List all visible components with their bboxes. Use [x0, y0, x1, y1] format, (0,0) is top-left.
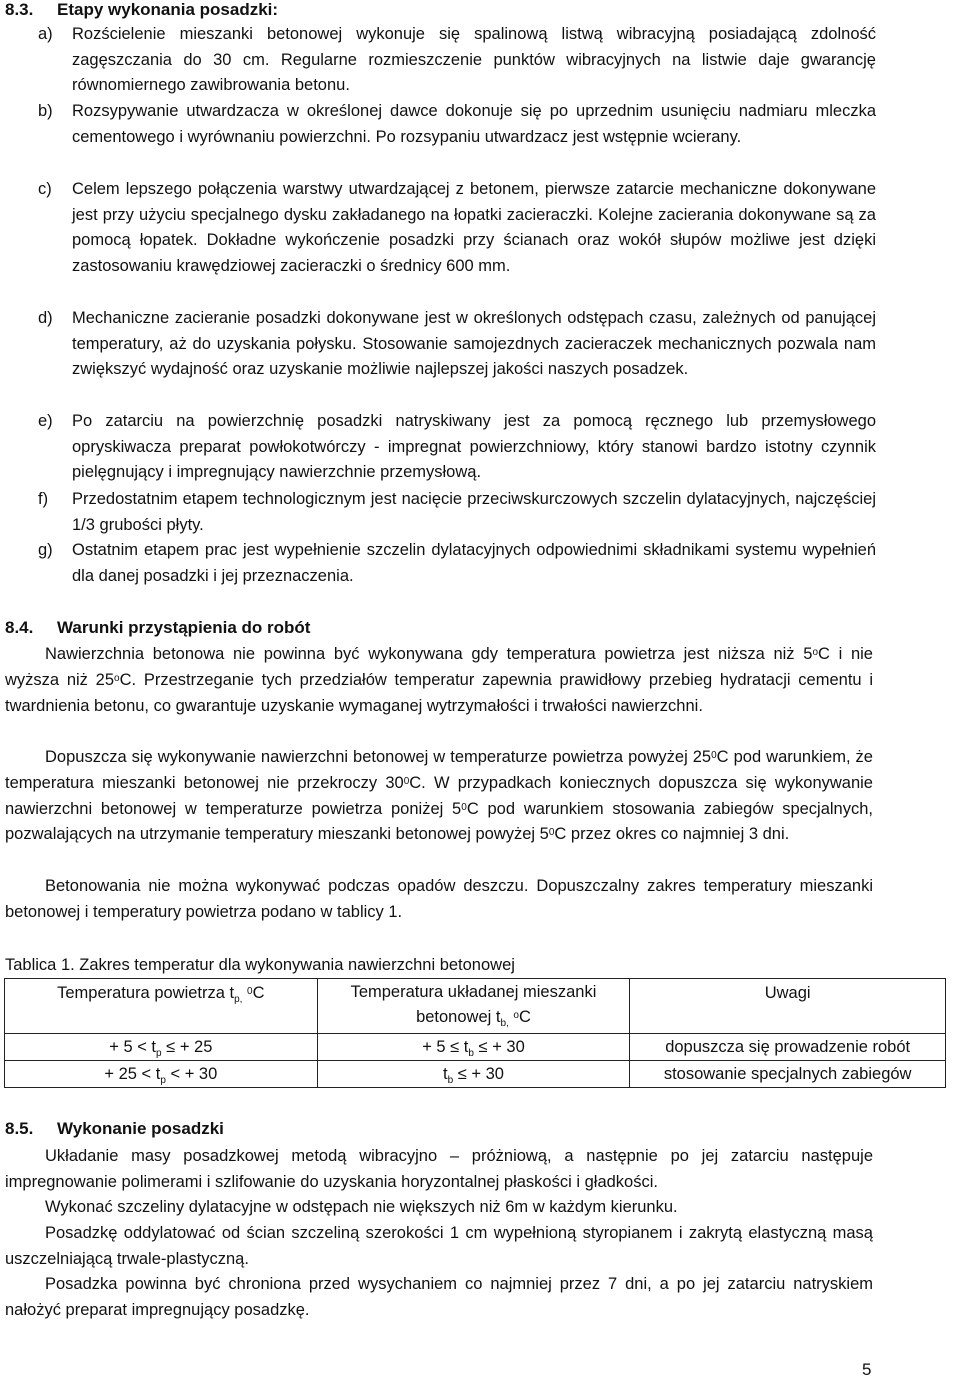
section-heading-8-5 — [5, 1119, 224, 1139]
degree-sup: 0 — [711, 750, 717, 761]
paragraph: Wykonać szczeliny dylatacyjne w odstępach nie większych niż 6m w każdym kierunku. — [45, 1198, 678, 1216]
text-run: C i nie wyższa niż 25 — [5, 645, 873, 689]
list-item-text: Przedostatnim etapem technologicznym jest nacięcie przeciwskurczowych szczelin dylatacyjnych, najczęściej 1/3 grubości płyty. — [72, 490, 876, 534]
paragraph: Posadzkę oddylatować od ścian szczeliną szerokości 1 cm wypełnioną styropianem i zakrytą elastyczną masą uszczelniającą trwale-plastyczną. — [5, 1224, 873, 1268]
list-item-text: Celem lepszego połączenia warstwy utwardzającej z betonem, pierwsze zatarcie mechaniczne dokonywane jest przy użyciu specjalnego dysku zakładanego na łopatki zacieraczki. Kolejne zacierania dokonywane są za pomocą łopatek. Dokładne wykończenie posadzki przy ścianach oraz wokół słupów możliwe jest dzięki zastosowaniu krawędziowej zacieraczki o średnicy 600 mm. — [72, 180, 876, 276]
text-run: ≤ + 30 — [453, 1064, 504, 1083]
paragraph: Posadzka powinna być chroniona przed wysychaniem co najmniej przez 7 dni, a po jej zatarciu natryskiem nałożyć preparat impregnujący posadzkę. — [5, 1275, 873, 1319]
text-run: C — [518, 1008, 531, 1026]
header-cell-air-temperature — [5, 979, 318, 1034]
text-run: + 25 < t — [104, 1064, 161, 1083]
header-cell-mix-temperature — [317, 979, 630, 1034]
table-cell: stosowanie specjalnych zabiegów — [630, 1061, 946, 1088]
degree-sup: 0 — [403, 775, 410, 787]
list-item-label: g) — [38, 541, 53, 559]
list-item-label: c) — [38, 180, 52, 198]
list-item-text: Rozścielenie mieszanki betonowej wykonuje się spalinową listwą wibracyjną posiadającą zdolność zagęszczania do 30 cm. Regularne rozmieszczenie punktów wibracyjnych na listwie daje gwarancję równomiernego zawibrowania betonu. — [72, 25, 876, 95]
table-cell — [317, 1061, 630, 1088]
paragraph — [5, 745, 873, 848]
list-item-text: Ostatnim etapem prac jest wypełnienie szczelin dylatacyjnych odpowiednimi składnikami systemu wypełnień dla danej posadzki i jej przeznaczenia. — [72, 541, 876, 585]
subscript: b — [447, 1074, 454, 1086]
degree-sup: 0 — [247, 986, 253, 997]
text-run: C pod warunkiem stosowania zabiegów specjalnych, pozwalających na utrzymanie temperatury mieszanki betonowej powyżej 5 — [5, 799, 873, 844]
text-run: C przez okres co najmniej 3 dni. — [554, 825, 790, 844]
subscript: b — [468, 1047, 474, 1059]
degree-sup: 0 — [548, 827, 555, 839]
list-item-text: Mechaniczne zacieranie posadzki dokonywane jest w określonych odstępach czasu, zależnych od panującej temperatury, aż do uzyskania połysku. Stosowanie samojezdnych zacieraczek mechanicznych pozwala nam zwiększyć wydajność oraz uzyskanie możliwie najlepszej jakości naszych posadzek. — [72, 309, 876, 379]
text-run: C. Przestrzeganie tych przedziałów temperatur zapewnia prawidłowy przebieg hydratacji cementu i twardnienia betonu, co gwarantuje uzyskanie wymaganej wytrzymałości i trwałości nawierzchni. — [5, 670, 873, 715]
table-caption: Tablica 1. Zakres temperatur dla wykonywania nawierzchni betonowej — [5, 956, 515, 974]
text-run: betonowej t — [416, 1008, 501, 1026]
paragraph — [5, 642, 873, 719]
header-cell-notes: Uwagi — [630, 979, 946, 1034]
subscript: p — [156, 1047, 162, 1059]
text-run: C pod warunkiem, że temperatura mieszanki betonowej nie przekroczy 30 — [5, 748, 873, 792]
section-number: 8.3. — [5, 0, 34, 19]
subscript: p — [160, 1074, 166, 1086]
table-row — [5, 1034, 946, 1061]
degree-sup: o — [513, 1010, 519, 1021]
table-row — [5, 1061, 946, 1088]
section-number: 8.5. — [5, 1119, 34, 1138]
table-header-row — [5, 979, 946, 1034]
text-run: ≤ + 25 — [161, 1037, 213, 1056]
text-run: Temperatura układanej mieszanki — [350, 983, 597, 1001]
text-run: C. W przypadkach koniecznych dopuszcza się wykonywanie nawierzchni betonowej w temperaturze powietrza poniżej 5 — [5, 773, 873, 818]
text-run: Temperatura powietrza t — [57, 984, 235, 1002]
text-run: C — [252, 984, 265, 1002]
text-run: t — [443, 1064, 448, 1083]
table-cell — [317, 1034, 630, 1061]
section-title: Warunki przystąpienia do robót — [57, 618, 311, 637]
section-title: Wykonanie posadzki — [57, 1119, 224, 1138]
degree-sup: o — [114, 672, 120, 684]
section-number: 8.4. — [5, 618, 34, 637]
list-item-label: e) — [38, 412, 53, 430]
table-cell — [5, 1034, 318, 1061]
subscript: p, — [234, 994, 243, 1005]
list-item-text: Po zatarciu na powierzchnię posadzki natryskiwany jest za pomocą ręcznego lub przemysłowego opryskiwacza preparat powłokotwórczy - impregnat powierzchniowy, który stanowi bardzo istotny czynnik pielęgnujący i impregnujący nawierzchnie przemysłową. — [72, 412, 876, 482]
section-heading-8-3 — [5, 0, 278, 20]
paragraph: Betonowania nie można wykonywać podczas opadów deszczu. Dopuszczalny zakres temperatury mieszanki betonowej i temperatury powietrza podano w tablicy 1. — [5, 877, 873, 921]
degree-sup: 0 — [461, 801, 467, 813]
page-number: 5 — [862, 1360, 872, 1379]
text-run: < + 30 — [165, 1064, 218, 1083]
list-item-label: b) — [38, 102, 53, 120]
list-item-label: a) — [38, 25, 53, 43]
table-cell: dopuszcza się prowadzenie robót — [630, 1034, 946, 1061]
list-item-label: f) — [38, 490, 49, 508]
text-run: + 5 ≤ t — [422, 1037, 469, 1056]
degree-sup: o — [812, 647, 818, 658]
list-item-text: Rozsypywanie utwardzacza w określonej dawce dokonuje się po uprzednim usunięciu nadmiaru mleczka cementowego i wyrównaniu powierzchni. Po rozsypaniu utwardzacz jest wstępnie wcierany. — [72, 102, 876, 146]
table-cell — [5, 1061, 318, 1088]
text-run: ≤ + 30 — [473, 1037, 525, 1056]
list-item-label: d) — [38, 309, 53, 327]
section-heading-8-4 — [5, 618, 310, 638]
text-run: Nawierzchnia betonowa nie powinna być wykonywana gdy temperatura powietrza jest niższa niż 5 — [45, 645, 813, 663]
paragraph: Układanie masy posadzkowej metodą wibracyjno – próżniową, a następnie po jej zatarciu następuje impregnowanie polimerami i szlifowanie do uzyskania horyzontalnej płaskości i gładkości. — [5, 1147, 873, 1191]
temperature-table — [4, 978, 946, 1088]
text-run: + 5 < t — [109, 1037, 157, 1056]
subscript: b, — [500, 1018, 509, 1029]
section-title: Etapy wykonania posadzki: — [57, 0, 279, 19]
text-run: Dopuszcza się wykonywanie nawierzchni betonowej w temperaturze powietrza powyżej 25 — [45, 748, 712, 766]
